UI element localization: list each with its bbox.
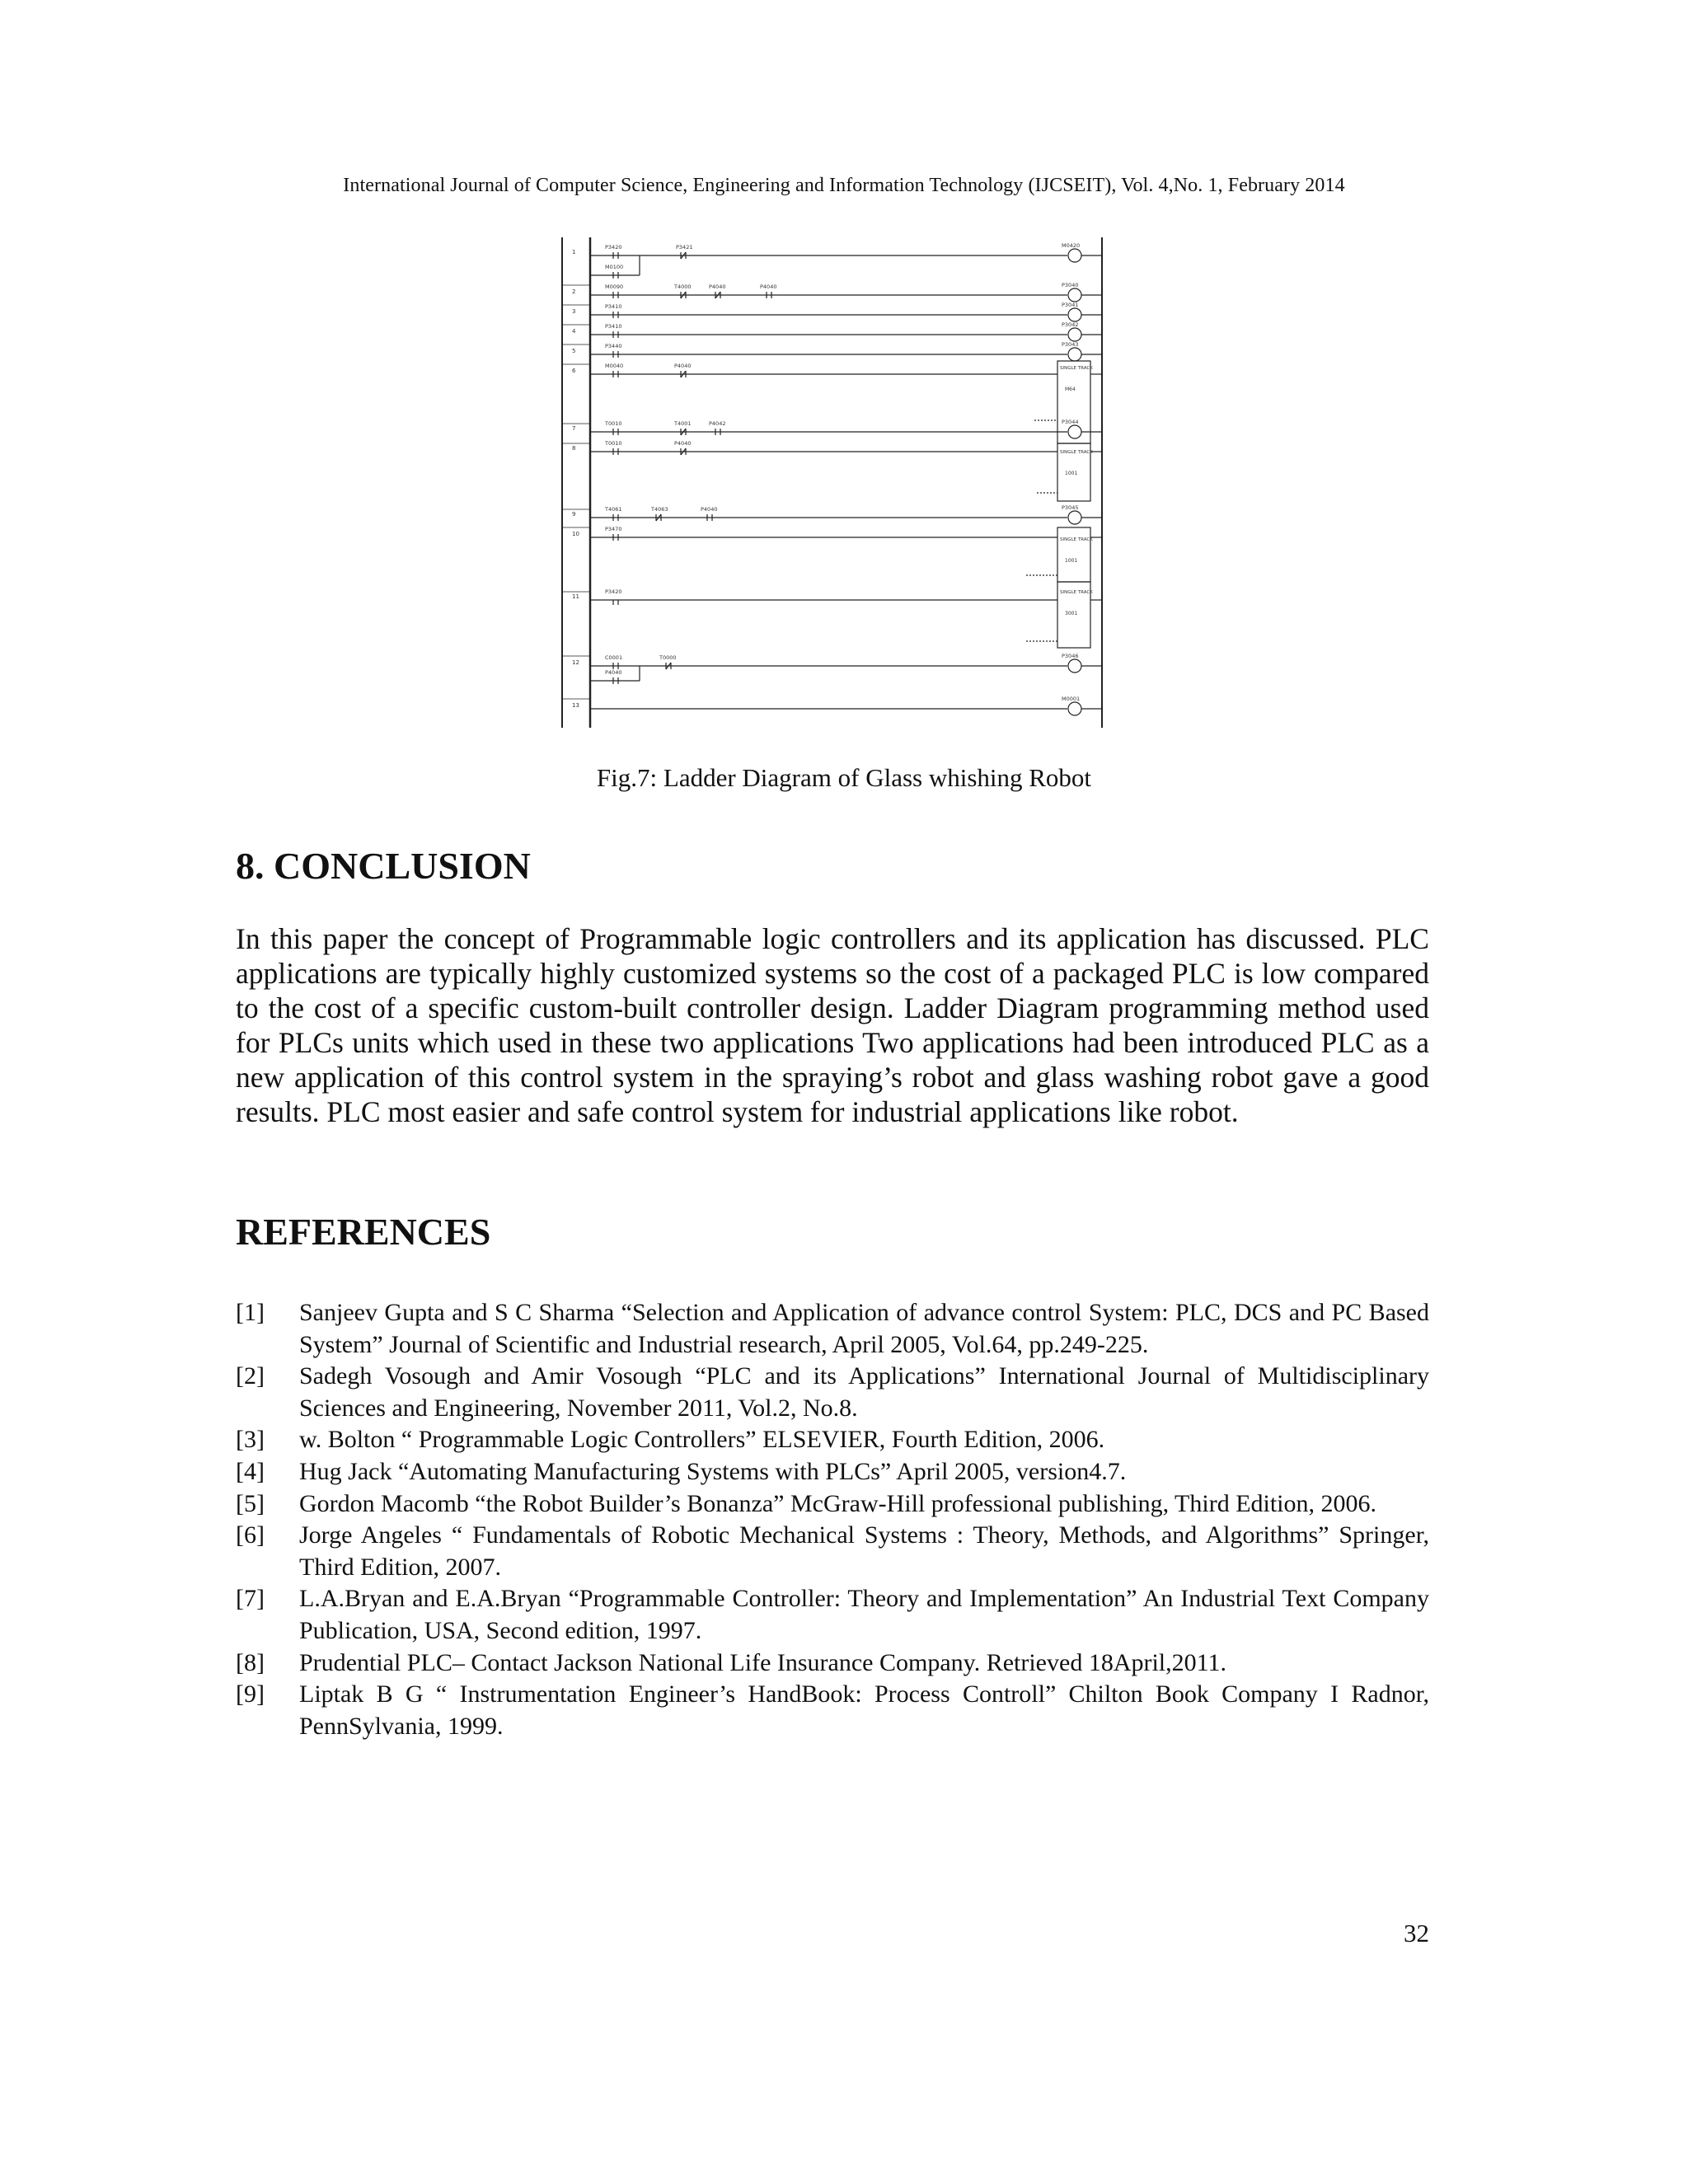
contact-label: P4040 — [709, 284, 726, 290]
references-list — [236, 1297, 1429, 1742]
rung-number: 1 — [572, 249, 576, 255]
reference-item — [236, 1297, 1429, 1361]
contact-label: P4040 — [760, 284, 777, 290]
reference-number: [7] — [236, 1585, 265, 1613]
contact-label: C0001 — [605, 654, 623, 661]
contact-label: M0100 — [605, 264, 624, 270]
ladder-diagram-figure — [560, 237, 1104, 728]
contact-label: P4040 — [701, 506, 718, 513]
reference-text: Gordon Macomb “the Robot Builder’s Bonanza” McGraw-Hill professional publishing, Third Edition, 2006. — [299, 1489, 1377, 1517]
contact-label: T4001 — [674, 420, 692, 427]
function-block-value: 3001 — [1065, 611, 1078, 616]
reference-item — [236, 1583, 1429, 1647]
reference-item — [236, 1424, 1429, 1456]
reference-number: [4] — [236, 1457, 265, 1485]
rung-3 — [590, 308, 1102, 321]
rung-12 — [590, 659, 1102, 684]
function-block-type: SINGLE TRACK — [1060, 537, 1093, 542]
rung-number: 11 — [572, 593, 579, 600]
function-block-type: SINGLE TRACK — [1060, 590, 1093, 595]
reference-item — [236, 1488, 1429, 1521]
rung-13 — [590, 702, 1102, 715]
contact-label: P4040 — [605, 669, 622, 676]
rung-number: 6 — [572, 368, 576, 374]
rung-number: 8 — [572, 445, 576, 452]
contact-label: T0010 — [605, 440, 622, 447]
contact-label: M0040 — [605, 363, 624, 369]
rung-2 — [590, 288, 1102, 302]
coil-label: P3043 — [1062, 341, 1079, 348]
rung-1 — [590, 249, 1102, 279]
contact-label: P3410 — [605, 323, 622, 330]
reference-text: Sadegh Vosough and Amir Vosough “PLC and its Applications” International Journal of Multidisciplinary Sciences and Engineering, November 2011, Vol.2, No.8. — [299, 1362, 1429, 1422]
reference-item — [236, 1679, 1429, 1742]
reference-text: Liptak B G “ Instrumentation Engineer’s HandBook: Process Controll” Chilton Book Company I Radnor, PennSylvania, 1999. — [299, 1680, 1429, 1740]
contact-label: T4063 — [651, 506, 668, 513]
contact-label: T4000 — [674, 284, 692, 290]
reference-text: Sanjeev Gupta and S C Sharma “Selection and Application of advance control System: PLC, DCS and PC Based System” Journal of Scientific and Industrial research, April 2005, Vol.64, pp.249-225. — [299, 1299, 1429, 1358]
reference-number: [5] — [236, 1489, 265, 1517]
rung-number: 12 — [572, 659, 579, 666]
coil-label: P3046 — [1062, 653, 1079, 659]
function-block-value: M64 — [1065, 387, 1076, 392]
contact-label: M0090 — [605, 284, 624, 290]
reference-text: L.A.Bryan and E.A.Bryan “Programmable Controller: Theory and Implementation” An Industrial Text Company Publication, USA, Second edition, 1997. — [299, 1585, 1429, 1644]
rung-number: 13 — [572, 702, 579, 709]
figure-caption: Fig.7: Ladder Diagram of Glass whishing Robot — [596, 763, 1092, 792]
reference-number: [2] — [236, 1362, 265, 1390]
function-block-value: 1001 — [1065, 471, 1078, 476]
reference-item — [236, 1361, 1429, 1424]
rung-4 — [590, 328, 1102, 341]
contact-label: P3470 — [605, 526, 622, 532]
contact-label: P3410 — [605, 303, 622, 310]
rung-number: 4 — [572, 328, 576, 335]
rung-7 — [590, 425, 1102, 438]
rung-number: 5 — [572, 348, 576, 354]
references-heading: REFERENCES — [236, 1211, 491, 1253]
rung-8 — [590, 443, 1102, 501]
reference-number: [3] — [236, 1426, 265, 1454]
coil-label: M0001 — [1062, 696, 1081, 702]
coil-label: P3045 — [1062, 504, 1079, 511]
rung-6 — [590, 361, 1102, 443]
reference-text: w. Bolton “ Programmable Logic Controllers” ELSEVIER, Fourth Edition, 2006. — [299, 1426, 1105, 1454]
reference-number: [6] — [236, 1521, 265, 1549]
coil-label: P3040 — [1062, 282, 1079, 288]
rung-number: 10 — [572, 531, 579, 537]
rung-9 — [590, 511, 1102, 524]
rung-11 — [590, 582, 1102, 648]
contact-label: P4040 — [674, 363, 692, 369]
contact-label: P3420 — [605, 244, 622, 251]
conclusion-heading: 8. CONCLUSION — [236, 845, 531, 887]
reference-number: [8] — [236, 1648, 265, 1676]
rung-number: 7 — [572, 425, 576, 432]
coil-label: P3042 — [1062, 321, 1079, 328]
rung-number: 2 — [572, 288, 576, 295]
reference-item — [236, 1456, 1429, 1488]
reference-text: Hug Jack “Automating Manufacturing Systems with PLCs” April 2005, version4.7. — [299, 1457, 1127, 1485]
rung-5 — [590, 348, 1102, 361]
running-header: International Journal of Computer Science, Engineering and Information Technology (IJCSEIT), Vol. 4,No. 1, February 2014 — [343, 175, 1345, 196]
contact-label: P3440 — [605, 343, 622, 349]
contact-label: P3421 — [676, 244, 693, 251]
reference-item — [236, 1520, 1429, 1583]
contact-label: P4042 — [709, 420, 726, 427]
rung-number: 3 — [572, 308, 576, 315]
ladder-diagram — [560, 237, 1104, 728]
reference-item — [236, 1647, 1429, 1680]
coil-label: M0420 — [1062, 242, 1081, 249]
page-number: 32 — [1404, 1919, 1429, 1947]
contact-label: T4061 — [605, 506, 622, 513]
conclusion-paragraph: In this paper the concept of Programmable logic controllers and its application has discussed. PLC applications are typically highly customized systems so the cost of a packaged PLC is low compared to the cost of a specific custom-built controller design. Ladder Diagram programming method used for PLCs units which used in these two applications Two applications had been introduced PLC as a new application of this control system in the spraying’s robot and glass washing robot gave a good results. PLC most easier and safe control system for industrial applications like robot. — [236, 922, 1429, 1128]
rung-number: 9 — [572, 511, 576, 518]
function-block-type: SINGLE TRACK — [1060, 366, 1093, 371]
reference-number: [1] — [236, 1299, 265, 1326]
function-block-type: SINGLE TRACK — [1060, 450, 1093, 455]
reference-text: Prudential PLC– Contact Jackson National Life Insurance Company. Retrieved 18April,2011. — [299, 1648, 1227, 1676]
contact-label: P3420 — [605, 588, 622, 595]
contact-label: T0000 — [659, 654, 677, 661]
coil-label: P3041 — [1062, 302, 1079, 308]
contact-label: T0010 — [605, 420, 622, 427]
function-block-value: 1001 — [1065, 558, 1078, 564]
reference-number: [9] — [236, 1680, 265, 1708]
coil-label: P3044 — [1062, 419, 1079, 425]
reference-text: Jorge Angeles “ Fundamentals of Robotic Mechanical Systems : Theory, Methods, and Algorithms” Springer, Third Edition, 2007. — [299, 1521, 1429, 1581]
contact-label: P4040 — [674, 440, 692, 447]
rung-10 — [590, 527, 1102, 582]
